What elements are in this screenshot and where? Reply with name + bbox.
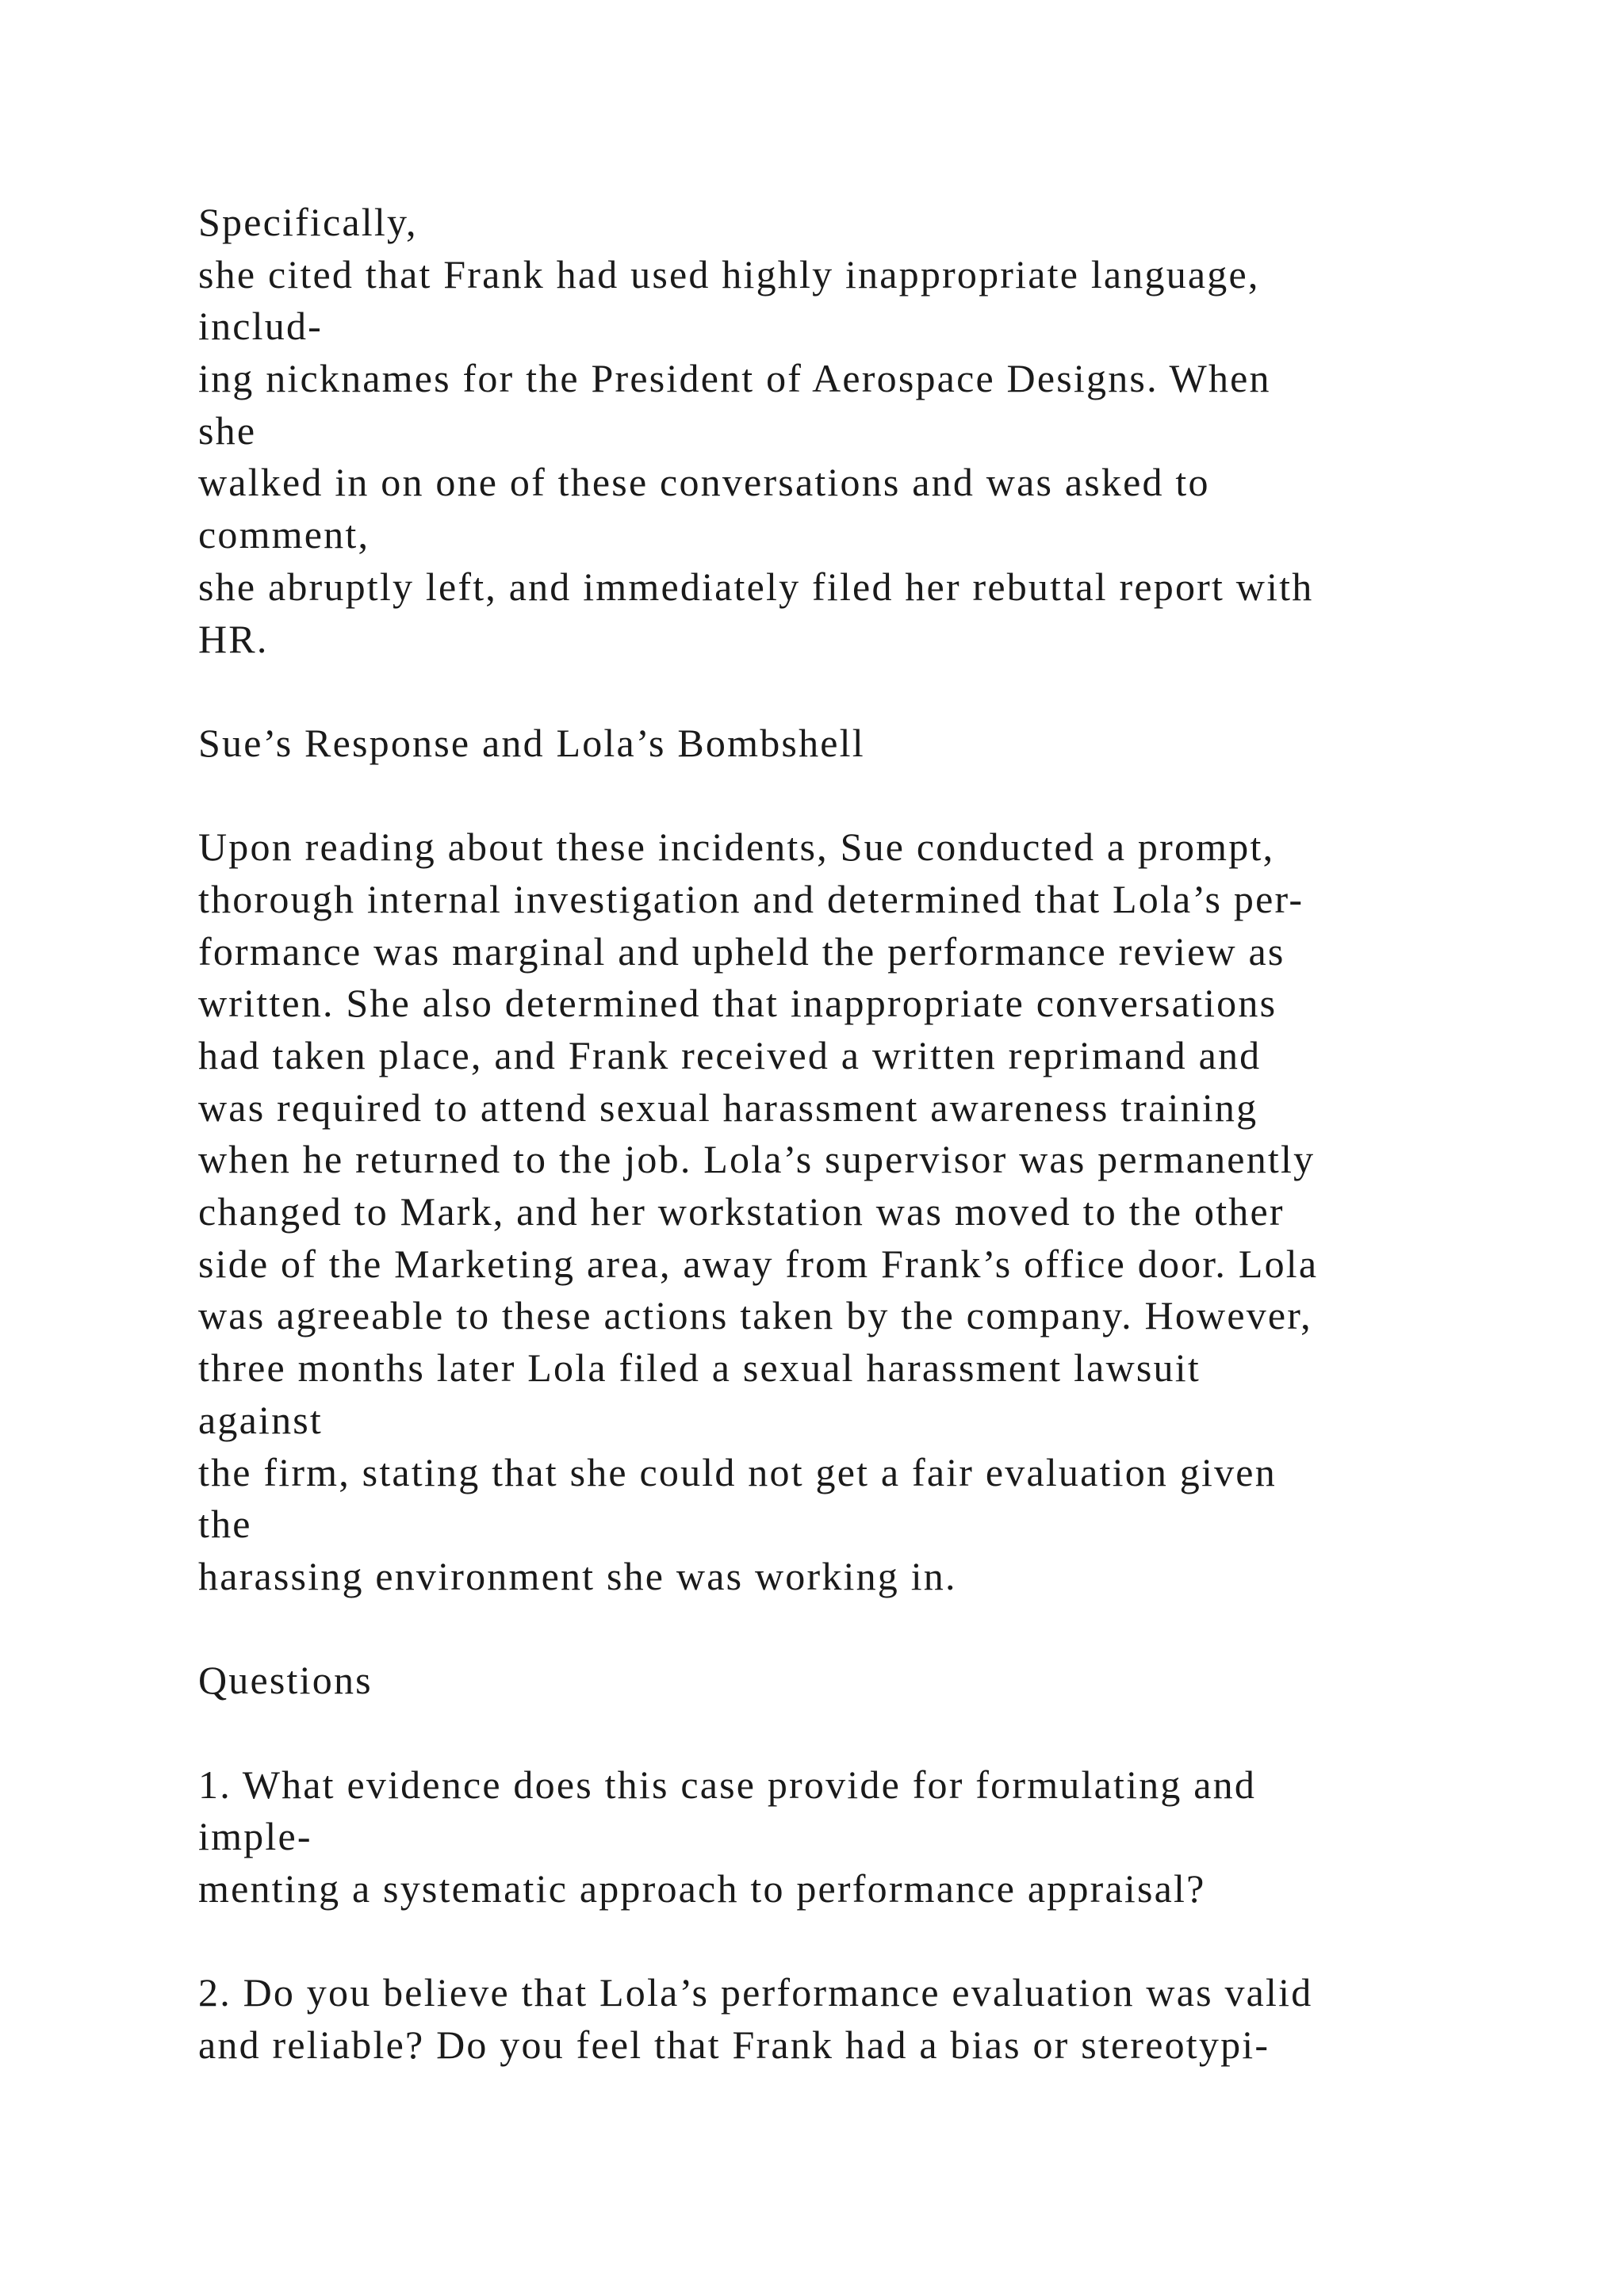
text-line: 1. What evidence does this case provide for formulating and [198, 1762, 1257, 1807]
text-line: harassing environment she was working in. [198, 1553, 957, 1598]
text-line: she abruptly left, and immediately filed her rebuttal report with [198, 564, 1314, 609]
section-heading: Sue’s Response and Lola’s Bombshell [198, 720, 865, 765]
text-line: imple- [198, 1814, 312, 1859]
text-line: was agreeable to these actions taken by the company. However, [198, 1293, 1312, 1338]
text-line: Specifically, [198, 200, 418, 244]
blank-line [198, 1603, 1467, 1655]
question-1 [198, 1759, 1467, 1915]
blank-line [198, 1707, 1467, 1759]
blank-line [198, 770, 1467, 822]
text-line: comment, [198, 512, 370, 557]
text-line: three months later Lola filed a sexual harassment lawsuit [198, 1345, 1201, 1391]
text-line: the [198, 1502, 252, 1547]
text-line: HR. [198, 616, 269, 661]
text-line: against [198, 1397, 324, 1442]
section-heading-questions: Questions [198, 1658, 373, 1703]
text-line: she cited that Frank had used highly inappropriate language, [198, 251, 1260, 297]
text-line: Upon reading about these incidents, Sue conducted a prompt, [198, 825, 1275, 870]
text-line: 2. Do you believe that Lola’s performance evaluation was valid [198, 1970, 1313, 2015]
paragraph-investigation [198, 821, 1467, 1602]
blank-line [198, 1915, 1467, 1968]
text-line: changed to Mark, and her workstation was moved to the other [198, 1189, 1285, 1234]
paragraph-specifically [198, 197, 1467, 665]
blank-line [198, 665, 1467, 718]
text-line: she [198, 408, 257, 453]
text-line: formance was marginal and upheld the performance review as [198, 928, 1285, 974]
text-line: ing nicknames for the President of Aerospace Designs. When [198, 356, 1271, 401]
text-line: walked in on one of these conversations and was asked to [198, 460, 1210, 505]
document-body [198, 197, 1467, 2072]
question-2 [198, 1967, 1467, 2071]
text-line: thorough internal investigation and determined that Lola’s per- [198, 876, 1304, 921]
text-line: includ- [198, 304, 324, 349]
text-line: had taken place, and Frank received a written reprimand and [198, 1033, 1262, 1077]
text-line: was required to attend sexual harassment awareness training [198, 1085, 1258, 1130]
text-line: the firm, stating that she could not get a fair evaluation given [198, 1449, 1277, 1494]
text-line: and reliable? Do you feel that Frank had a bias or stereotypi- [198, 2022, 1270, 2068]
text-line: menting a systematic approach to performance appraisal? [198, 1866, 1206, 1911]
text-line: written. She also determined that inappropriate conversations [198, 981, 1277, 1026]
text-line: side of the Marketing area, away from Frank’s office door. Lola [198, 1241, 1319, 1286]
text-line: when he returned to the job. Lola’s supervisor was permanently [198, 1137, 1316, 1182]
